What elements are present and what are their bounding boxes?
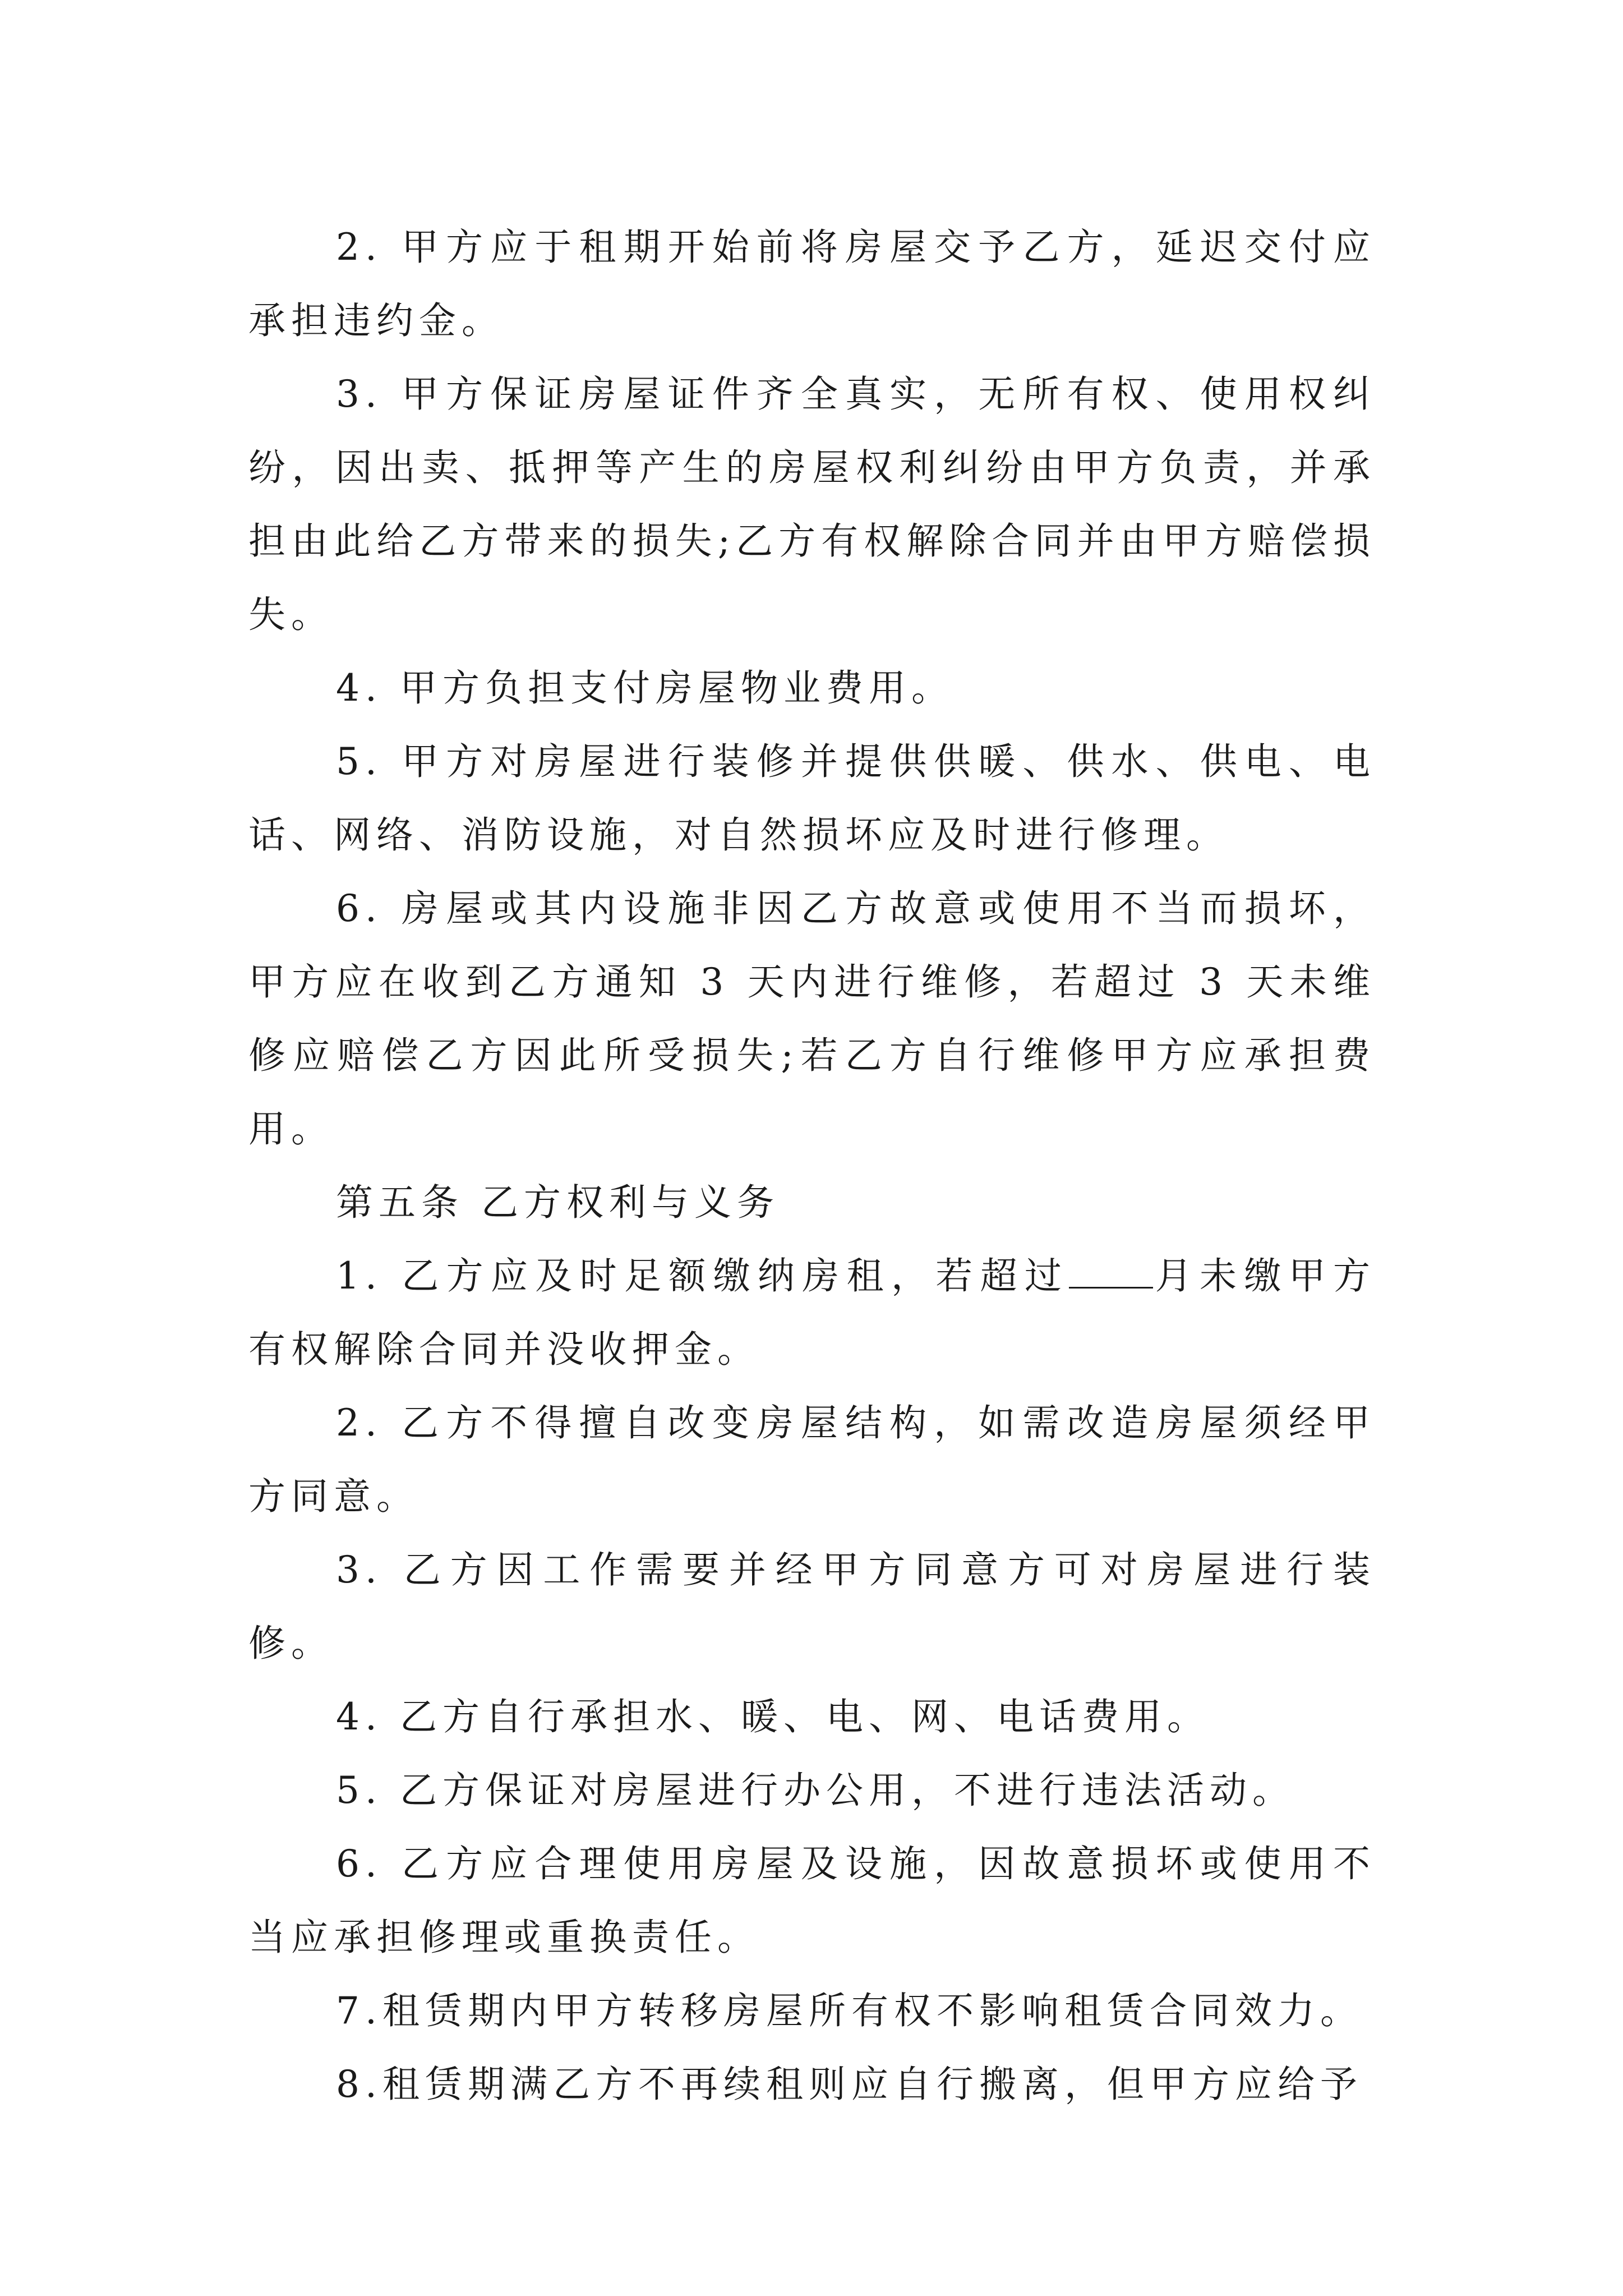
clause-5-item-8: 8.租赁期满乙方不再续租则应自行搬离，但甲方应给予 — [336, 2063, 1363, 2106]
clause-5-item-3: 3. 乙方因工作需要并经甲方同意方可对房屋进行装修。 — [248, 1548, 1376, 1665]
clause-4-item-5: 5. 甲方对房屋进行装修并提供供暖、供水、供电、电话、网络、消防设施，对自然损坏应及时进行修理。 — [248, 740, 1376, 857]
clause-5-item-1 — [248, 1239, 1376, 1386]
clause-5-item-7: 7.租赁期内甲方转移房屋所有权不影响租赁合同效力。 — [336, 1989, 1363, 2032]
fill-in-blank-months — [1069, 1253, 1153, 1289]
clause-5-item-1-text-after: 月未缴甲方有权解除合同并没收押金。 — [248, 1254, 1376, 1371]
document-body — [248, 210, 1376, 2121]
clause-5-heading: 第五条 乙方权利与义务 — [336, 1181, 780, 1224]
clause-5-item-5: 5. 乙方保证对房屋进行办公用，不进行违法活动。 — [336, 1769, 1295, 1812]
clause-5-item-4: 4. 乙方自行承担水、暖、电、网、电话费用。 — [336, 1695, 1210, 1738]
clause-4-item-2: 2. 甲方应于租期开始前将房屋交予乙方，延迟交付应承担违约金。 — [248, 226, 1376, 342]
clause-4-item-6: 6. 房屋或其内设施非因乙方故意或使用不当而损坏，甲方应在收到乙方通知 3 天内进行维修，若超过 3 天未维修应赔偿乙方因此所受损失;若乙方自行维修甲方应承担费用。 — [248, 887, 1376, 1151]
clause-4-item-4: 4. 甲方负担支付房屋物业费用。 — [336, 666, 954, 710]
clause-5-item-1-text-before: 1. 乙方应及时足额缴纳房租，若超过 — [336, 1254, 1069, 1297]
clause-5-item-2: 2. 乙方不得擅自改变房屋结构，如需改造房屋须经甲方同意。 — [248, 1401, 1376, 1518]
clause-5-item-6: 6. 乙方应合理使用房屋及设施，因故意损坏或使用不当应承担修理或重换责任。 — [248, 1842, 1376, 1959]
clause-4-item-3: 3. 甲方保证房屋证件齐全真实，无所有权、使用权纠纷，因出卖、抵押等产生的房屋权利纠纷由甲方负责，并承担由此给乙方带来的损失;乙方有权解除合同并由甲方赔偿损失。 — [248, 372, 1376, 636]
